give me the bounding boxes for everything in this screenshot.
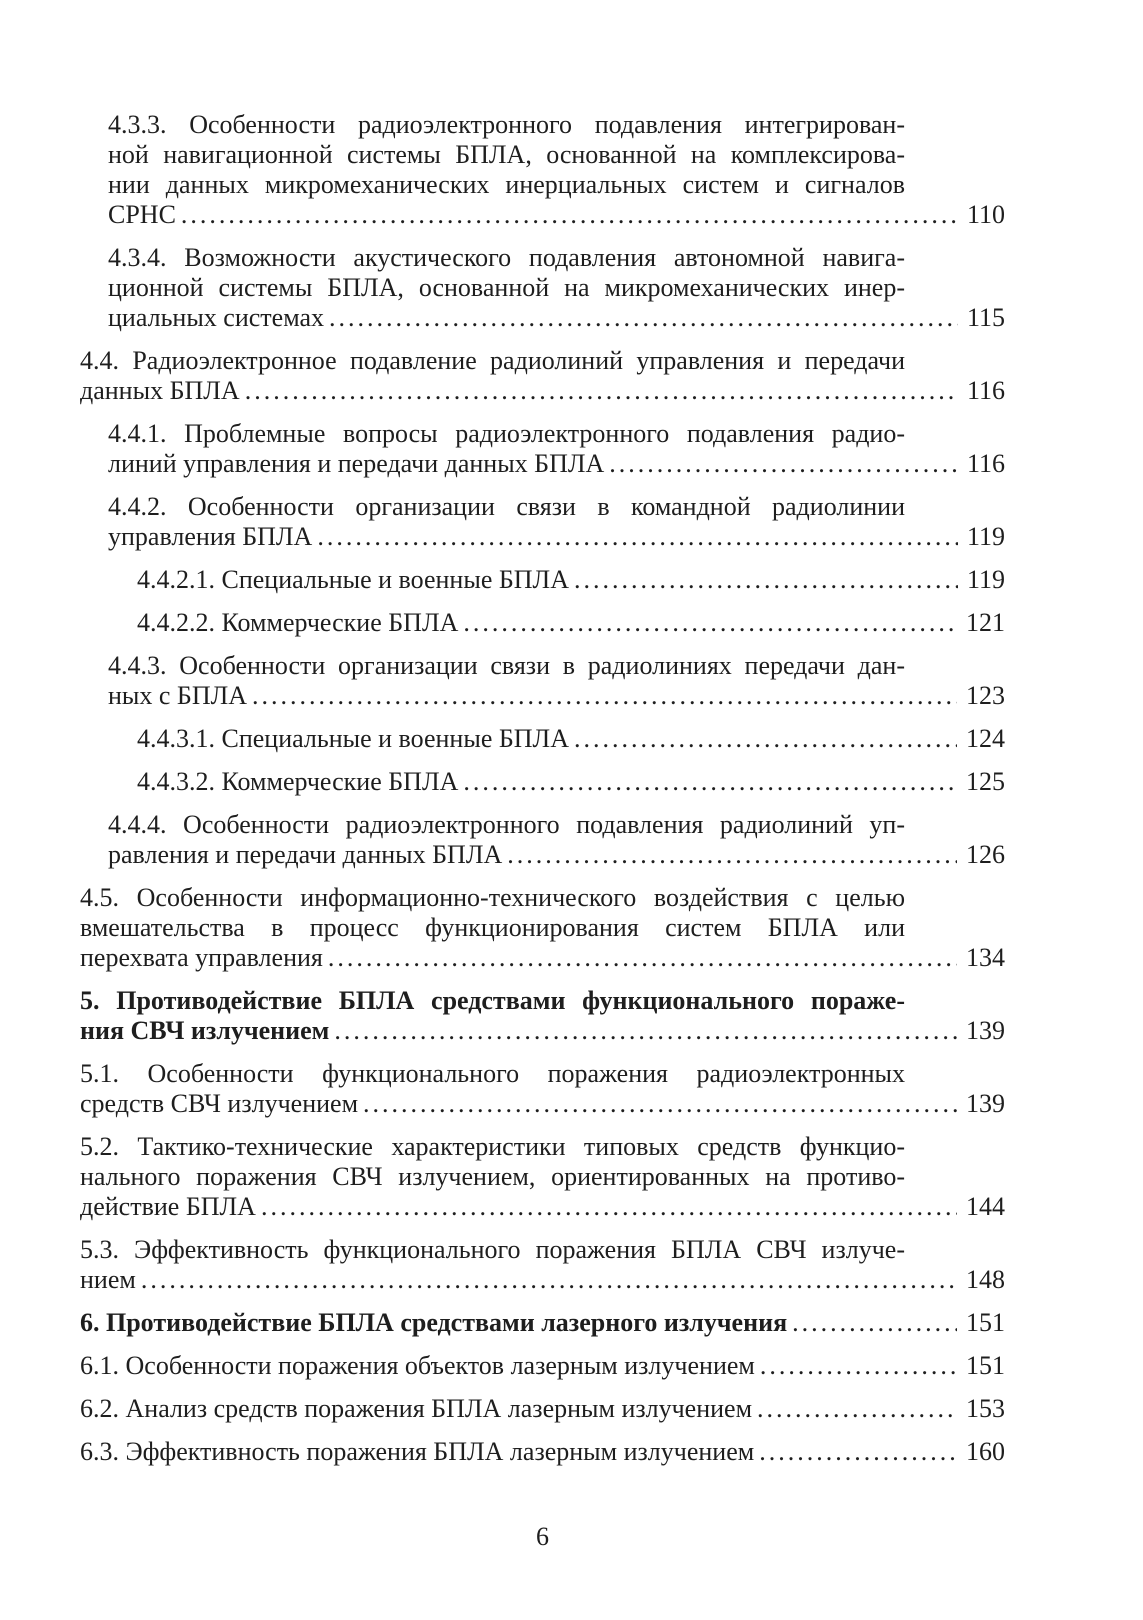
toc-entry-lastline bbox=[108, 681, 1005, 711]
toc-page-number: 116 bbox=[966, 449, 1005, 478]
toc-entry bbox=[80, 883, 1005, 973]
toc-entry-line: 4.4.4. Особенности радиоэлектронного подавления радиолиний уп- bbox=[108, 810, 905, 839]
dot-leader bbox=[181, 200, 958, 230]
table-of-contents bbox=[80, 110, 1005, 1480]
toc-page-number: 119 bbox=[966, 522, 1005, 551]
toc-page-number: 124 bbox=[966, 724, 1005, 753]
toc-entry-line: ционной системы БПЛА, основанной на микромеханических инер- bbox=[108, 273, 905, 302]
dot-leader bbox=[507, 840, 957, 870]
toc-entry-lastline bbox=[80, 1308, 1005, 1338]
toc-entry bbox=[80, 1059, 1005, 1119]
toc-entry-lastline bbox=[137, 767, 1005, 797]
toc-entry-lastline bbox=[80, 1394, 1005, 1424]
toc-entry bbox=[80, 419, 1005, 479]
toc-entry-text: СРНС bbox=[108, 200, 176, 229]
toc-entry-line: 4.4.1. Проблемные вопросы радиоэлектронного подавления радио- bbox=[108, 419, 905, 448]
toc-page-number: 144 bbox=[966, 1192, 1005, 1221]
toc-entry bbox=[80, 565, 1005, 595]
toc-entry-lastline bbox=[137, 608, 1005, 638]
toc-entry-line: 4.3.3. Особенности радиоэлектронного подавления интегрирован- bbox=[108, 110, 905, 139]
dot-leader bbox=[261, 1192, 957, 1222]
toc-entry-text: 4.4.3.2. Коммерческие БПЛА bbox=[137, 767, 459, 796]
toc-entry-lastline bbox=[108, 449, 1005, 479]
toc-entry-line: вмешательства в процесс функционирования систем БПЛА или bbox=[80, 913, 905, 942]
toc-entry-line: 5.1. Особенности функционального поражения радиоэлектронных bbox=[80, 1059, 905, 1088]
toc-page-number: 115 bbox=[966, 303, 1005, 332]
dot-leader bbox=[760, 1351, 957, 1381]
dot-leader bbox=[245, 376, 958, 406]
toc-page-number: 116 bbox=[966, 376, 1005, 405]
toc-entry-text: ния СВЧ излучением bbox=[80, 1016, 330, 1045]
dot-leader bbox=[609, 449, 958, 479]
dot-leader bbox=[328, 943, 957, 973]
toc-entry-lastline bbox=[108, 840, 1005, 870]
toc-entry-lastline bbox=[108, 522, 1005, 552]
toc-entry bbox=[80, 651, 1005, 711]
dot-leader bbox=[574, 724, 957, 754]
dot-leader bbox=[463, 767, 957, 797]
dot-leader bbox=[363, 1089, 957, 1119]
toc-entry-lastline bbox=[80, 1089, 1005, 1119]
toc-entry-lastline bbox=[137, 565, 1005, 595]
toc-entry-text: средств СВЧ излучением bbox=[80, 1089, 359, 1118]
toc-entry-line: 4.5. Особенности информационно-технического воздействия с целью bbox=[80, 883, 905, 912]
toc-entry-line: 5.2. Тактико-технические характеристики типовых средств функцио- bbox=[80, 1132, 905, 1161]
toc-page-number: 125 bbox=[966, 767, 1005, 796]
toc-entry-text: управления БПЛА bbox=[108, 522, 313, 551]
toc-entry bbox=[80, 986, 1005, 1046]
dot-leader bbox=[317, 522, 958, 552]
toc-entry bbox=[80, 1394, 1005, 1424]
toc-entry-lastline bbox=[80, 376, 1005, 406]
toc-entry-lastline bbox=[108, 303, 1005, 333]
toc-entry-lastline bbox=[80, 1351, 1005, 1381]
toc-entry bbox=[80, 243, 1005, 333]
toc-entry-text: 4.4.2.2. Коммерческие БПЛА bbox=[137, 608, 459, 637]
toc-entry bbox=[80, 1351, 1005, 1381]
toc-entry-lastline bbox=[80, 1192, 1005, 1222]
dot-leader bbox=[141, 1265, 957, 1295]
toc-page-number: 151 bbox=[966, 1308, 1005, 1337]
toc-entry-lastline bbox=[80, 1437, 1005, 1467]
toc-page-number: 123 bbox=[966, 681, 1005, 710]
dot-leader bbox=[792, 1308, 957, 1338]
toc-entry-lastline bbox=[137, 724, 1005, 754]
toc-entry bbox=[80, 110, 1005, 230]
toc-page-number: 121 bbox=[966, 608, 1005, 637]
toc-entry-text: циальных системах bbox=[108, 303, 325, 332]
toc-entry-lastline bbox=[80, 943, 1005, 973]
toc-entry-text: 6.2. Анализ средств поражения БПЛА лазерным излучением bbox=[80, 1394, 753, 1423]
toc-entry-text: равления и передачи данных БПЛА bbox=[108, 840, 503, 869]
toc-entry bbox=[80, 1308, 1005, 1338]
toc-entry-line: 4.4.3. Особенности организации связи в радиолиниях передачи дан- bbox=[108, 651, 905, 680]
toc-entry bbox=[80, 1235, 1005, 1295]
toc-page-number: 126 bbox=[966, 840, 1005, 869]
toc-page-number: 151 bbox=[966, 1351, 1005, 1380]
toc-page-number: 153 bbox=[966, 1394, 1005, 1423]
toc-entry-text: действие БПЛА bbox=[80, 1192, 256, 1221]
toc-entry-line: 5.3. Эффективность функционального поражения БПЛА СВЧ излуче- bbox=[80, 1235, 905, 1264]
toc-entry bbox=[80, 1132, 1005, 1222]
toc-entry-text: 6.3. Эффективность поражения БПЛА лазерным излучением bbox=[80, 1437, 755, 1466]
dot-leader bbox=[463, 608, 957, 638]
toc-entry-line: нии данных микромеханических инерциальных систем и сигналов bbox=[108, 170, 905, 199]
toc-entry-text: перехвата управления bbox=[80, 943, 323, 972]
toc-entry-lastline bbox=[80, 1016, 1005, 1046]
toc-entry-text: нием bbox=[80, 1265, 136, 1294]
toc-page-number: 119 bbox=[966, 565, 1005, 594]
toc-entry-lastline bbox=[80, 1265, 1005, 1295]
toc-entry-line: 4.4.2. Особенности организации связи в командной радиолинии bbox=[108, 492, 905, 521]
dot-leader bbox=[574, 565, 958, 595]
toc-entry-line: нального поражения СВЧ излучением, ориентированных на противо- bbox=[80, 1162, 905, 1191]
toc-page-number: 110 bbox=[966, 200, 1005, 229]
toc-entry-line: 4.4. Радиоэлектронное подавление радиолиний управления и передачи bbox=[80, 346, 905, 375]
toc-entry-lastline bbox=[108, 200, 1005, 230]
toc-entry-text: 4.4.2.1. Специальные и военные БПЛА bbox=[137, 565, 569, 594]
dot-leader bbox=[334, 1016, 957, 1046]
toc-page-number: 139 bbox=[966, 1016, 1005, 1045]
page-footer bbox=[80, 1522, 1005, 1552]
toc-entry-text: данных БПЛА bbox=[80, 376, 240, 405]
toc-page-number: 160 bbox=[966, 1437, 1005, 1466]
toc-entry-text: 4.4.3.1. Специальные и военные БПЛА bbox=[137, 724, 569, 753]
toc-page-number: 148 bbox=[966, 1265, 1005, 1294]
dot-leader bbox=[329, 303, 958, 333]
toc-entry bbox=[80, 810, 1005, 870]
toc-entry bbox=[80, 1437, 1005, 1467]
dot-leader bbox=[252, 681, 957, 711]
toc-entry bbox=[80, 492, 1005, 552]
toc-entry-text: 6. Противодействие БПЛА средствами лазерного излучения bbox=[80, 1308, 788, 1337]
toc-entry-line: 5. Противодействие БПЛА средствами функционального пораже- bbox=[80, 986, 905, 1015]
toc-page-number: 139 bbox=[966, 1089, 1005, 1118]
dot-leader bbox=[757, 1394, 957, 1424]
toc-entry-text: линий управления и передачи данных БПЛА bbox=[108, 449, 605, 478]
toc-entry-line: ной навигационной системы БПЛА, основанной на комплексирова- bbox=[108, 140, 905, 169]
page-number: 6 bbox=[536, 1522, 549, 1551]
toc-entry-line: 4.3.4. Возможности акустического подавления автономной навига- bbox=[108, 243, 905, 272]
dot-leader bbox=[759, 1437, 957, 1467]
toc-entry bbox=[80, 767, 1005, 797]
toc-entry-text: 6.1. Особенности поражения объектов лазерным излучением bbox=[80, 1351, 755, 1380]
toc-entry bbox=[80, 724, 1005, 754]
toc-entry bbox=[80, 608, 1005, 638]
toc-page-number: 134 bbox=[966, 943, 1005, 972]
toc-entry bbox=[80, 346, 1005, 406]
toc-entry-text: ных с БПЛА bbox=[108, 681, 248, 710]
